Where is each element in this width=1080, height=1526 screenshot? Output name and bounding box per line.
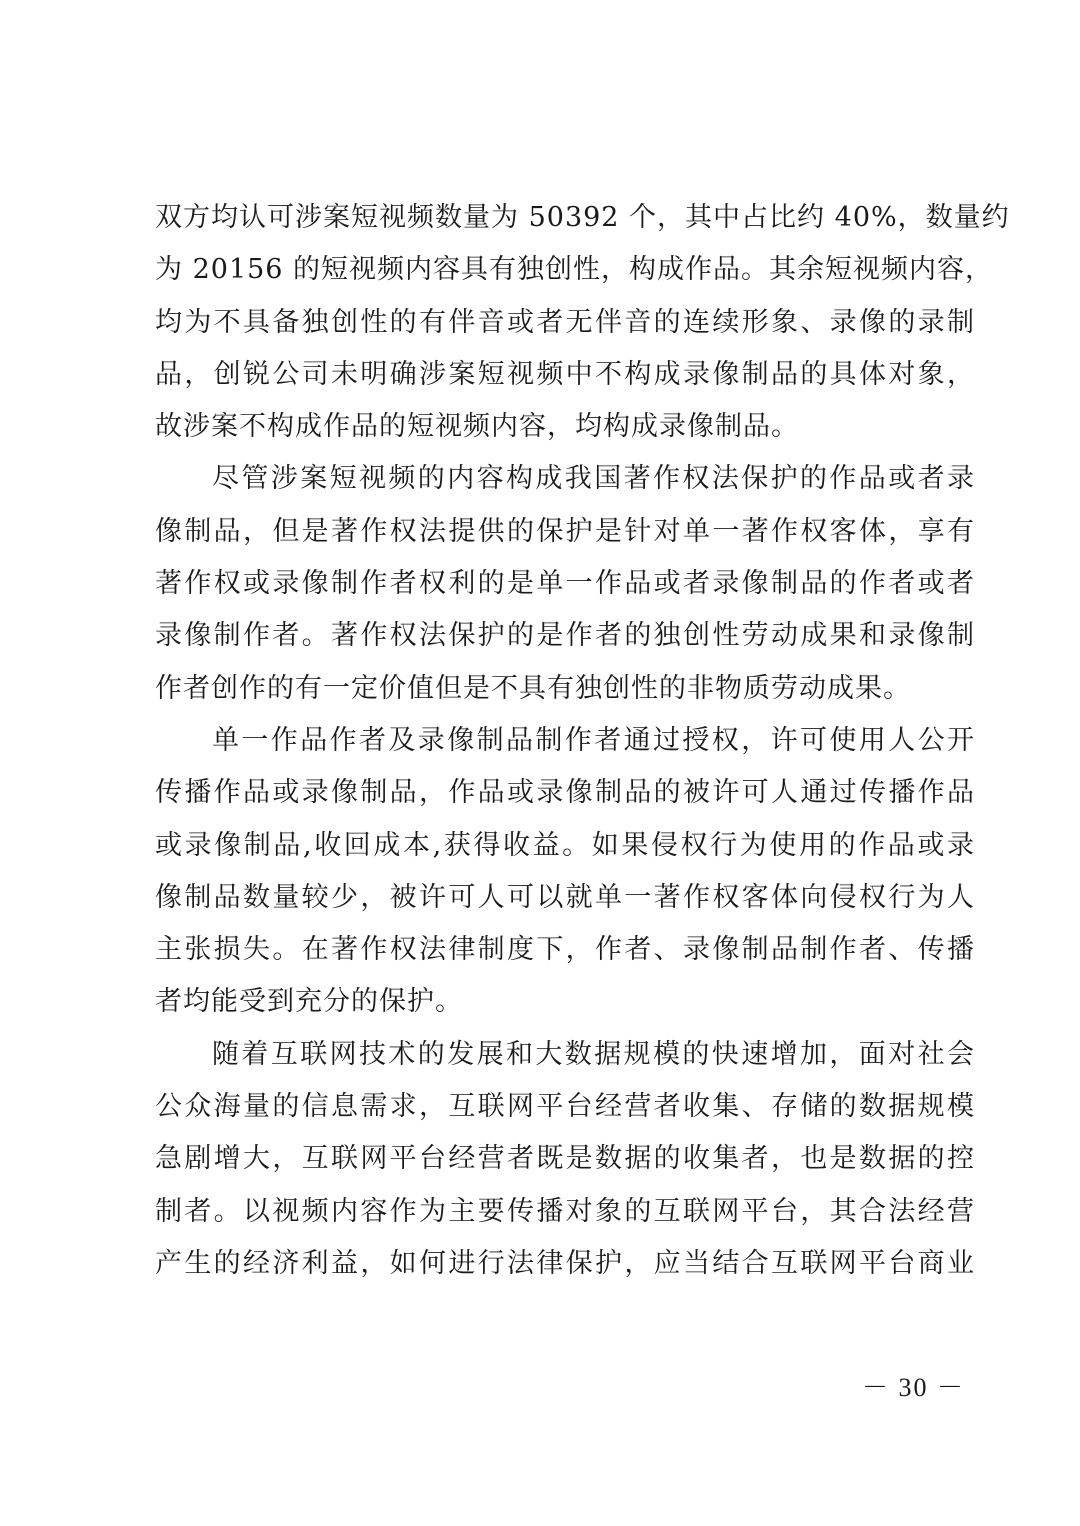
- text-line: 品，创锐公司未明确涉案短视频中不构成录像制品的具体对象，: [155, 358, 975, 390]
- text-line: 或录像制品,收回成本,获得收益。如果侵权行为使用的作品或录: [155, 829, 975, 861]
- text-line: 尽管涉案短视频的内容构成我国著作权法保护的作品或者录: [212, 463, 975, 495]
- text-line: 像制品数量较少，被许可人可以就单一著作权客体向侵权行为人: [155, 881, 975, 913]
- paragraph: [155, 1029, 975, 1290]
- text-line: 急剧增大，互联网平台经营者既是数据的收集者，也是数据的控: [155, 1143, 975, 1175]
- text-line: 故涉案不构成作品的短视频内容，均构成录像制品。: [155, 411, 799, 443]
- text-line: 主张损失。在著作权法律制度下，作者、录像制品制作者、传播: [155, 934, 975, 966]
- text-line: 像制品，但是著作权法提供的保护是针对单一著作权客体，享有: [155, 515, 975, 547]
- text-line: 录像制作者。著作权法保护的是作者的独创性劳动成果和录像制: [155, 620, 975, 652]
- text-line: 随着互联网技术的发展和大数据规模的快速增加，面对社会: [212, 1038, 975, 1070]
- text-line: 产生的经济利益，如何进行法律保护，应当结合互联网平台商业: [155, 1247, 975, 1279]
- text-line: 单一作品作者及录像制品制作者通过授权，许可使用人公开: [212, 724, 975, 756]
- paragraph: [155, 715, 975, 1029]
- text-line: 均为不具备独创性的有伴音或者无伴音的连续形象、录像的录制: [155, 306, 975, 338]
- text-line: 公众海量的信息需求，互联网平台经营者收集、存储的数据规模: [155, 1091, 975, 1123]
- text-line: 者均能受到充分的保护。: [155, 986, 463, 1018]
- paragraph: [155, 192, 1010, 453]
- text-line: 著作权或录像制作者权利的是单一作品或者录像制品的作者或者: [155, 568, 975, 600]
- page-number: － 30 －: [862, 1373, 966, 1402]
- text-line: 作者创作的有一定价值但是不具有独创性的非物质劳动成果。: [155, 672, 911, 704]
- text-line: 为 20156 的短视频内容具有独创性，构成作品。其余短视频内容，: [155, 254, 994, 286]
- text-line: 传播作品或录像制品，作品或录像制品的被许可人通过传播作品: [155, 777, 975, 809]
- paragraph: [155, 453, 975, 714]
- body-text: [155, 192, 1010, 1290]
- text-line: 双方均认可涉案短视频数量为 50392 个，其中占比约 40%，数量约: [155, 202, 1010, 233]
- text-line: 制者。以视频内容作为主要传播对象的互联网平台，其合法经营: [155, 1195, 975, 1227]
